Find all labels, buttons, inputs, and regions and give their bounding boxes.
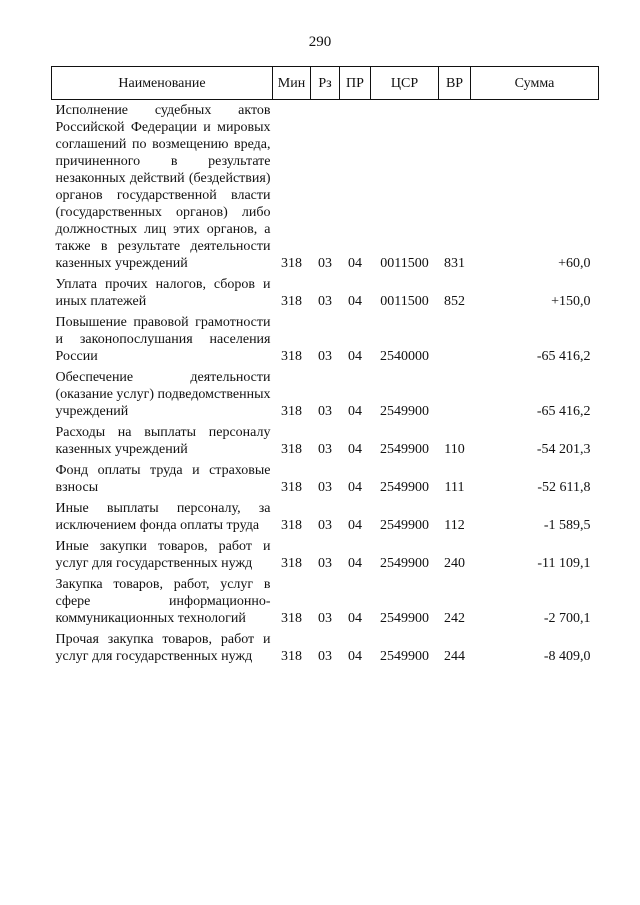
row-min: 318 — [281, 294, 302, 309]
row-name: Расходы на выплаты персоналу казенных учреждений — [55, 425, 271, 457]
row-rz: 03 — [318, 556, 332, 571]
row-csr: 2540000 — [380, 349, 429, 364]
row-pr: 04 — [348, 294, 362, 309]
row-csr: 2549900 — [380, 480, 429, 495]
header-rz: Рз — [311, 67, 340, 100]
row-pr: 04 — [348, 556, 362, 571]
row-sum: -11 109,1 — [537, 556, 591, 571]
row-vr: 244 — [444, 649, 465, 664]
row-rz: 03 — [318, 256, 332, 271]
row-name: Закупка товаров, работ, услуг в сфере информационно-коммуникационных технологий — [55, 577, 271, 626]
row-pr: 04 — [348, 649, 362, 664]
row-pr: 04 — [348, 349, 362, 364]
row-sum: -52 611,8 — [537, 480, 591, 495]
row-name: Прочая закупка товаров, работ и услуг для государственных нужд — [55, 632, 271, 664]
row-csr: 0011500 — [380, 294, 429, 309]
row-name: Уплата прочих налогов, сборов и иных платежей — [55, 277, 271, 309]
row-name: Иные закупки товаров, работ и услуг для государственных нужд — [55, 539, 271, 571]
row-rz: 03 — [318, 294, 332, 309]
table-row — [52, 365, 599, 420]
row-vr: 242 — [444, 611, 465, 626]
row-sum: -8 409,0 — [543, 649, 591, 664]
row-rz: 03 — [318, 349, 332, 364]
row-pr: 04 — [348, 518, 362, 533]
table-row — [52, 272, 599, 310]
row-name: Иные выплаты персоналу, за исключением фонда оплаты труда — [55, 501, 271, 533]
row-sum: +150,0 — [551, 294, 591, 309]
table-row — [52, 627, 599, 665]
row-vr: 240 — [444, 556, 465, 571]
row-csr: 2549900 — [380, 649, 429, 664]
table-row — [52, 100, 599, 273]
row-name: Повышение правовой грамотности и законопослушания населения России — [55, 315, 271, 364]
row-vr — [439, 310, 471, 365]
row-csr: 0011500 — [380, 256, 429, 271]
row-pr: 04 — [348, 404, 362, 419]
row-rz: 03 — [318, 611, 332, 626]
row-min: 318 — [281, 649, 302, 664]
row-csr: 2549900 — [380, 518, 429, 533]
row-pr: 04 — [348, 611, 362, 626]
table-row — [52, 420, 599, 458]
table-row — [52, 572, 599, 627]
row-min: 318 — [281, 349, 302, 364]
row-sum: +60,0 — [558, 256, 591, 271]
header-sum: Сумма — [471, 67, 599, 100]
row-vr: 111 — [444, 480, 465, 495]
row-rz: 03 — [318, 442, 332, 457]
header-csr: ЦСР — [371, 67, 439, 100]
row-rz: 03 — [318, 649, 332, 664]
row-pr: 04 — [348, 480, 362, 495]
row-name: Фонд оплаты труда и страховые взносы — [55, 463, 271, 495]
row-sum: -1 589,5 — [543, 518, 591, 533]
row-name: Обеспечение деятельности (оказание услуг) подведомственных учреждений — [55, 370, 271, 419]
row-min: 318 — [281, 442, 302, 457]
header-vr: ВР — [439, 67, 471, 100]
table-header-row — [52, 67, 599, 100]
row-min: 318 — [281, 611, 302, 626]
row-csr: 2549900 — [380, 556, 429, 571]
row-pr: 04 — [348, 442, 362, 457]
row-min: 318 — [281, 480, 302, 495]
budget-table — [51, 66, 599, 665]
table-row — [52, 310, 599, 365]
row-sum: -2 700,1 — [543, 611, 591, 626]
page-number: 290 — [308, 34, 332, 50]
row-min: 318 — [281, 256, 302, 271]
row-rz: 03 — [318, 404, 332, 419]
row-csr: 2549900 — [380, 442, 429, 457]
row-vr: 112 — [444, 518, 465, 533]
row-vr: 852 — [444, 294, 465, 309]
table-row — [52, 496, 599, 534]
row-min: 318 — [281, 556, 302, 571]
row-name: Исполнение судебных актов Российской Федерации и мировых соглашений по возмещению вреда, причиненного в результате незаконных действий (бездействия) органов государственной власти (государственных органов) либо должностных лиц этих органов, а также в результате деятельности казенных учреждений — [55, 103, 271, 271]
row-csr: 2549900 — [380, 404, 429, 419]
row-sum: -65 416,2 — [536, 404, 591, 419]
row-min: 318 — [281, 518, 302, 533]
row-pr: 04 — [348, 256, 362, 271]
row-sum: -54 201,3 — [536, 442, 591, 457]
row-csr: 2549900 — [380, 611, 429, 626]
header-pr: ПР — [340, 67, 371, 100]
row-min: 318 — [281, 404, 302, 419]
row-vr: 831 — [444, 256, 465, 271]
table-row — [52, 458, 599, 496]
row-vr: 110 — [444, 442, 465, 457]
row-rz: 03 — [318, 518, 332, 533]
table-row — [52, 534, 599, 572]
header-min: Мин — [273, 67, 311, 100]
row-sum: -65 416,2 — [536, 349, 591, 364]
row-rz: 03 — [318, 480, 332, 495]
row-vr — [439, 365, 471, 420]
header-name: Наименование — [52, 67, 273, 100]
